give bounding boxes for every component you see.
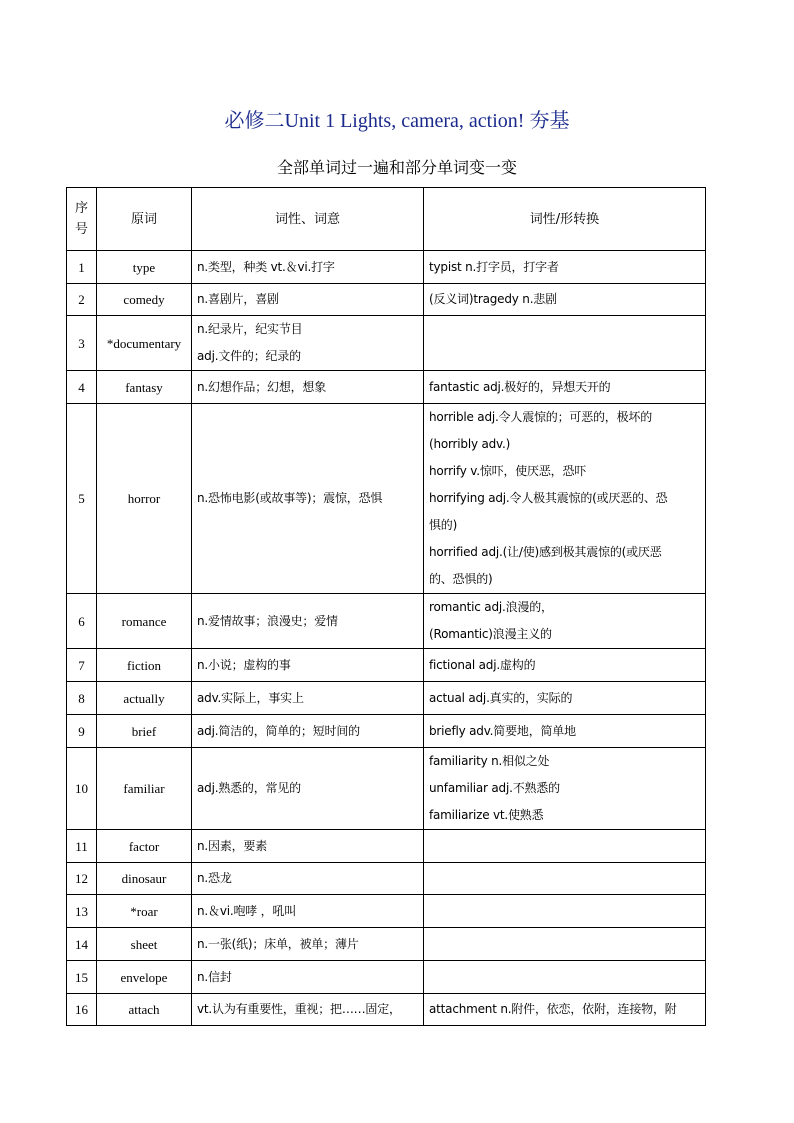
meaning-line: n.一张(纸)；床单，被单；薄片	[197, 936, 359, 951]
row-word: horror	[97, 404, 192, 594]
row-derivations	[424, 830, 706, 863]
meaning-line: n.恐怖电影(或故事等)；震惊，恐惧	[197, 491, 383, 505]
header-derivation: 词性/形转换	[424, 188, 706, 251]
row-meaning	[192, 284, 424, 316]
derivation-line: (Romantic)浪漫主义的	[429, 627, 552, 641]
derivation-line: horrify v.惊吓，使厌恶，恐吓	[429, 464, 587, 478]
row-number: 8	[67, 682, 97, 715]
row-word: brief	[97, 715, 192, 748]
row-number: 4	[67, 371, 97, 404]
row-meaning	[192, 316, 424, 371]
row-derivations	[424, 682, 706, 715]
table-row	[67, 994, 706, 1026]
row-word: familiar	[97, 748, 192, 830]
table-row	[67, 715, 706, 748]
table-row	[67, 928, 706, 961]
derivation-line: horrible adj.令人震惊的；可恶的，极坏的	[429, 410, 653, 424]
header-number: 序号	[67, 188, 97, 251]
row-derivations	[424, 895, 706, 928]
table-row	[67, 961, 706, 994]
table-row	[67, 316, 706, 371]
derivation-line: horrifying adj.令人极其震惊的(或厌恶的、恐	[429, 491, 668, 505]
row-derivations	[424, 994, 706, 1026]
row-derivations	[424, 928, 706, 961]
meaning-line: n.＆vi.咆哮 ，吼叫	[197, 903, 297, 918]
meaning-line: n.爱情故事；浪漫史；爱情	[197, 613, 338, 628]
table-header-row	[67, 188, 706, 251]
meaning-line: adv.实际上，事实上	[197, 690, 304, 705]
row-number: 1	[67, 251, 97, 284]
meaning-line: n.小说；虚构的事	[197, 657, 291, 672]
row-number: 14	[67, 928, 97, 961]
derivation-line: familiarity n.相似之处	[429, 754, 550, 768]
meaning-line: vt.认为有重要性，重视；把……固定，	[197, 1002, 401, 1016]
row-derivations	[424, 961, 706, 994]
meaning-line: n.信封	[197, 969, 232, 984]
row-derivations	[424, 649, 706, 682]
derivation-line: romantic adj.浪漫的，	[429, 600, 553, 614]
row-meaning	[192, 594, 424, 649]
row-number: 12	[67, 863, 97, 895]
header-meaning: 词性、词意	[192, 188, 424, 251]
row-number: 13	[67, 895, 97, 928]
row-meaning	[192, 748, 424, 830]
table-row	[67, 284, 706, 316]
row-word: *documentary	[97, 316, 192, 371]
row-number: 2	[67, 284, 97, 316]
row-word: dinosaur	[97, 863, 192, 895]
row-meaning	[192, 830, 424, 863]
row-derivations	[424, 284, 706, 316]
row-meaning	[192, 251, 424, 284]
row-word: type	[97, 251, 192, 284]
table-row	[67, 251, 706, 284]
derivation-line: (反义词)tragedy n.悲剧	[429, 292, 557, 306]
row-meaning	[192, 404, 424, 594]
table-row	[67, 830, 706, 863]
row-number: 10	[67, 748, 97, 830]
meaning-line: n.类型，种类 vt.＆vi.打字	[197, 259, 335, 274]
meaning-line: adj.文件的；纪录的	[197, 349, 301, 363]
row-word: sheet	[97, 928, 192, 961]
row-meaning	[192, 863, 424, 895]
derivation-line: actual adj.真实的，实际的	[429, 690, 573, 705]
row-derivations	[424, 316, 706, 371]
row-meaning	[192, 649, 424, 682]
meaning-line: n.幻想作品；幻想，想象	[197, 379, 327, 394]
meaning-line: n.因素，要素	[197, 838, 268, 853]
row-meaning	[192, 928, 424, 961]
meaning-line: n.纪录片，纪实节目	[197, 322, 303, 336]
meaning-line: n.喜剧片，喜剧	[197, 292, 279, 306]
table-row	[67, 371, 706, 404]
header-word: 原词	[97, 188, 192, 251]
table-row	[67, 594, 706, 649]
table-row	[67, 682, 706, 715]
row-word: fiction	[97, 649, 192, 682]
row-number: 6	[67, 594, 97, 649]
page-title: 必修二Unit 1 Lights, camera, action! 夯基	[224, 110, 570, 132]
row-meaning	[192, 682, 424, 715]
table-row	[67, 748, 706, 830]
derivation-line: unfamiliar adj.不熟悉的	[429, 781, 560, 795]
derivation-line: fantastic adj.极好的，异想天开的	[429, 379, 611, 394]
row-word: attach	[97, 994, 192, 1026]
derivation-line: briefly adv.简要地，简单地	[429, 723, 576, 738]
row-number: 16	[67, 994, 97, 1026]
meaning-line: adj.简洁的，简单的；短时间的	[197, 723, 360, 738]
row-derivations	[424, 863, 706, 895]
table-row	[67, 649, 706, 682]
row-word: *roar	[97, 895, 192, 928]
derivation-line: typist n.打字员，打字者	[429, 259, 559, 274]
derivation-line: attachment n.附件，依恋，依附，连接物，附	[429, 1002, 677, 1016]
table-row	[67, 404, 706, 594]
row-word: romance	[97, 594, 192, 649]
row-word: actually	[97, 682, 192, 715]
row-derivations	[424, 371, 706, 404]
row-number: 11	[67, 830, 97, 863]
row-meaning	[192, 994, 424, 1026]
row-number: 15	[67, 961, 97, 994]
meaning-line: n.恐龙	[197, 871, 232, 885]
derivation-line: (horribly adv.)	[429, 437, 511, 451]
row-meaning	[192, 895, 424, 928]
row-word: comedy	[97, 284, 192, 316]
row-word: envelope	[97, 961, 192, 994]
row-word: fantasy	[97, 371, 192, 404]
vocabulary-table	[66, 187, 706, 1026]
row-derivations	[424, 404, 706, 594]
derivation-line: fictional adj.虚构的	[429, 657, 536, 672]
row-derivations	[424, 251, 706, 284]
row-number: 5	[67, 404, 97, 594]
table-row	[67, 895, 706, 928]
meaning-line: adj.熟悉的，常见的	[197, 781, 301, 795]
row-number: 7	[67, 649, 97, 682]
row-derivations	[424, 594, 706, 649]
derivation-line: familiarize vt.使熟悉	[429, 808, 544, 822]
row-meaning	[192, 961, 424, 994]
table-row	[67, 863, 706, 895]
row-number: 9	[67, 715, 97, 748]
page-subtitle: 全部单词过一遍和部分单词变一变	[276, 158, 517, 177]
row-derivations	[424, 748, 706, 830]
row-number: 3	[67, 316, 97, 371]
row-meaning	[192, 371, 424, 404]
row-meaning	[192, 715, 424, 748]
row-word: factor	[97, 830, 192, 863]
derivation-line: 惧的)	[429, 518, 458, 532]
derivation-line: 的、恐惧的)	[429, 572, 493, 586]
derivation-line: horrified adj.(让/使)感到极其震惊的(或厌恶	[429, 545, 662, 559]
row-derivations	[424, 715, 706, 748]
